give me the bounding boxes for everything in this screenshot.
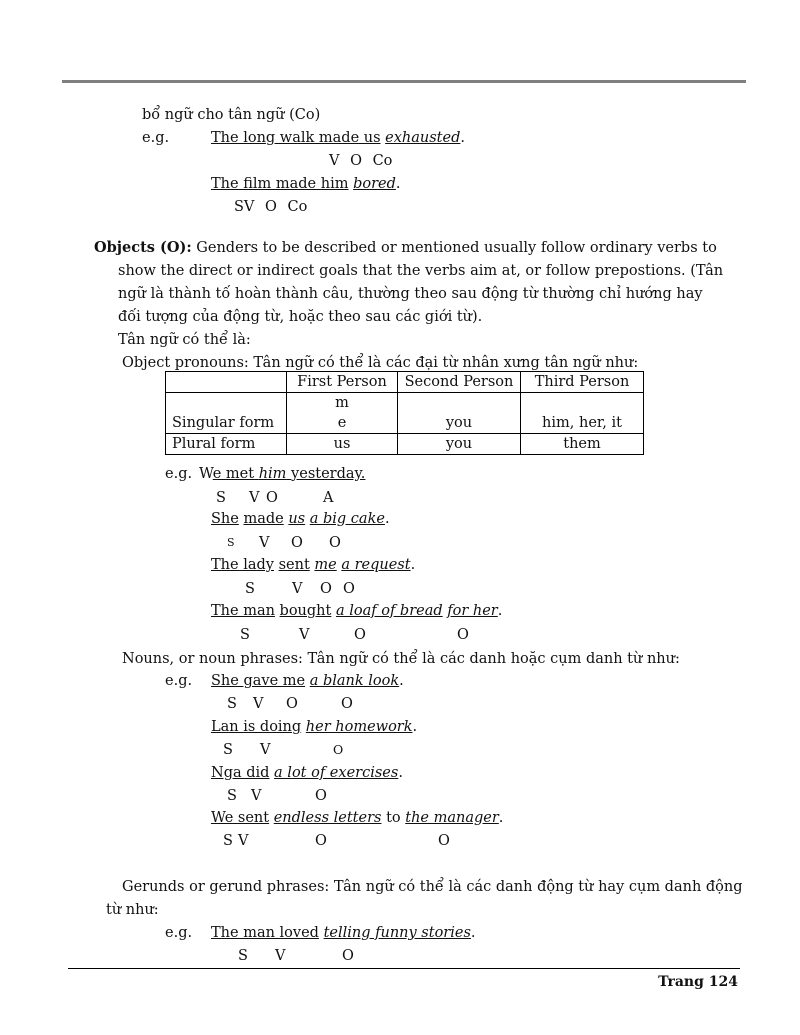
example-label: V <box>253 696 264 712</box>
header-rule <box>62 80 746 83</box>
example-label: V <box>259 535 270 551</box>
table-header-cell: Second Person <box>398 372 521 393</box>
example-label: O <box>457 627 469 643</box>
example-label: O <box>329 535 341 551</box>
eg-label: e.g. <box>165 673 193 689</box>
example-label: O <box>291 535 303 551</box>
example-sentence: We met him yesterday. <box>199 466 366 482</box>
example-label: O <box>320 581 332 597</box>
table-header-row <box>166 372 644 393</box>
objects-paragraph-line: Tân ngữ có thể là: <box>118 332 251 348</box>
nouns-intro: Nouns, or noun phrases: Tân ngữ có thể là các danh hoặc cụm danh từ như: <box>122 651 680 667</box>
example-label: S <box>223 833 233 849</box>
table-row <box>166 393 644 434</box>
gerunds-intro-cont: từ như: <box>106 902 159 918</box>
example-label: S <box>227 696 237 712</box>
example-labels: SV O Co <box>234 199 308 215</box>
example-label: A <box>323 490 334 506</box>
example-sentence: The long walk made us exhausted. <box>211 130 465 146</box>
objects-paragraph-line: đối tượng của động từ, hoặc theo sau các giới từ). <box>118 309 483 325</box>
example-label: O <box>315 833 327 849</box>
objects-paragraph-line: show the direct or indirect goals that the verbs aim at, or follow prepostions. (Tân <box>118 263 724 279</box>
example-sentence: The lady sent me a request. <box>211 557 416 573</box>
gerunds-intro: Gerunds or gerund phrases: Tân ngữ có thể là các danh động từ hay cụm danh động <box>122 879 743 895</box>
example-label: O <box>333 742 344 757</box>
example-sentence: Lan is doing her homework. <box>211 719 418 735</box>
example-sentence: We sent endless letters to the manager. <box>211 810 504 826</box>
example-label: S <box>240 627 250 643</box>
example-sentence: Nga did a lot of exercises. <box>211 765 403 781</box>
example-sentence: The man loved telling funny stories. <box>211 925 476 941</box>
table-row <box>166 434 644 455</box>
example-label: S <box>238 948 248 964</box>
example-label: V <box>299 627 310 643</box>
example-label: O <box>343 581 355 597</box>
example-label: V <box>238 833 249 849</box>
intro-line: bổ ngữ cho tân ngữ (Co) <box>142 107 321 123</box>
table-cell: Plural form <box>166 434 287 455</box>
objects-heading: Objects (O): <box>94 239 192 256</box>
example-sentence: The film made him bored. <box>211 176 401 192</box>
example-label: S <box>223 742 233 758</box>
table-cell: you <box>398 434 521 455</box>
example-sentence: She gave me a blank look. <box>211 673 404 689</box>
example-label: O <box>315 788 327 804</box>
table-cell: us <box>287 434 398 455</box>
table-cell: Singular form <box>166 393 287 434</box>
table-cell: him, her, it <box>521 393 644 434</box>
example-sentence: The man bought a loaf of bread for her. <box>211 603 503 619</box>
example-sentence: She made us a big cake. <box>211 511 390 527</box>
example-labels: V O Co <box>329 153 393 169</box>
example-label: V <box>260 742 271 758</box>
pronouns-intro: Object pronouns: Tân ngữ có thể là các đại từ nhân xưng tân ngữ như: <box>122 355 639 371</box>
example-label: V <box>251 788 262 804</box>
example-label: V <box>292 581 303 597</box>
example-label: S <box>227 788 237 804</box>
footer-rule <box>68 968 740 969</box>
table-cell: you <box>398 393 521 434</box>
table-header-cell: First Person <box>287 372 398 393</box>
table-cell: m e <box>287 393 398 434</box>
example-label: O <box>341 696 353 712</box>
table-cell: them <box>521 434 644 455</box>
example-label: O <box>438 833 450 849</box>
example-label: O <box>266 490 278 506</box>
example-label: V <box>249 490 260 506</box>
example-label: O <box>342 948 354 964</box>
eg-label: e.g. <box>165 466 193 482</box>
example-label: S <box>245 581 255 597</box>
page-number: Trang 124 <box>658 974 738 990</box>
objects-paragraph-first-line: Objects (O): Genders to be described or mentioned usually follow ordinary verbs to <box>94 239 717 256</box>
objects-paragraph-line: ngữ là thành tố hoàn thành câu, thường theo sau động từ thường chỉ hướng hay <box>118 286 703 302</box>
example-label: V <box>275 948 286 964</box>
table-header-cell <box>166 372 287 393</box>
table-header-cell: Third Person <box>521 372 644 393</box>
eg-label: e.g. <box>165 925 193 941</box>
eg-label: e.g. <box>142 130 170 146</box>
example-label: O <box>286 696 298 712</box>
example-label: S <box>227 536 235 549</box>
example-label: O <box>354 627 366 643</box>
pronoun-table <box>165 371 644 455</box>
example-label: S <box>216 490 226 506</box>
